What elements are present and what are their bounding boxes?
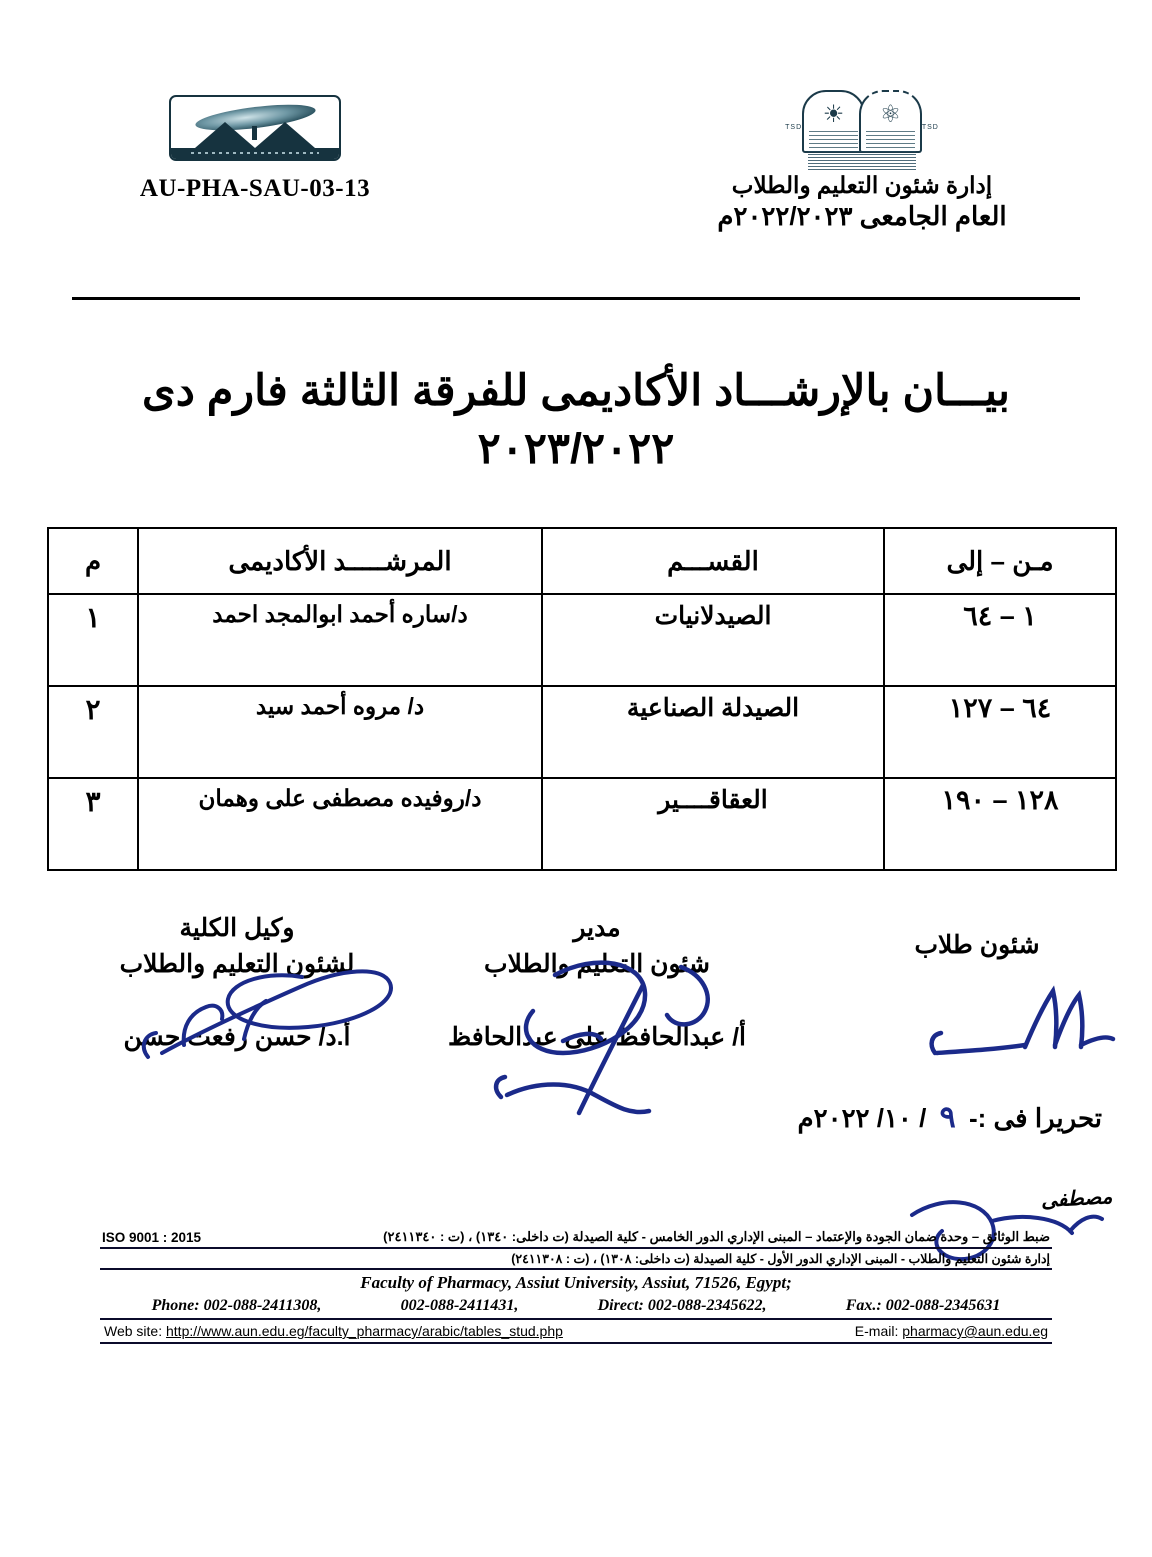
footer-fax: Fax.: 002-088-2345631	[845, 1297, 1001, 1314]
footer-email-address[interactable]: pharmacy@aun.edu.eg	[902, 1323, 1048, 1339]
academic-advising-table	[47, 527, 1117, 871]
page-title	[60, 362, 1092, 478]
header-divider	[72, 297, 1080, 300]
footer-email[interactable]	[855, 1323, 1048, 1339]
issue-date-rest: / ١٠/ ٢٠٢٢م	[797, 1103, 927, 1133]
cell-department: الصيدلة الصناعية	[542, 686, 884, 778]
cell-number: ١	[48, 594, 138, 686]
signature-role-line1: وكيل الكلية	[179, 914, 295, 942]
table-row	[48, 594, 1116, 686]
cell-range: ١ – ٦٤	[884, 594, 1116, 686]
cell-mentor: د/ساره أحمد ابوالمجد احمد	[138, 594, 542, 686]
cell-range: ١٢٨ – ١٩٠	[884, 778, 1116, 870]
footer-divider-2	[100, 1268, 1052, 1270]
footer-phone-direct: Direct: 002-088-2345622,	[597, 1297, 767, 1314]
cell-number: ٣	[48, 778, 138, 870]
footer-website-label: Web site:	[104, 1323, 163, 1339]
issue-date-day: ٩	[939, 1101, 956, 1134]
column-header-number: م	[48, 528, 138, 594]
footer-divider-1	[100, 1247, 1052, 1249]
academic-year: العام الجامعى ٢٠٢٢/٢٠٢٣م	[717, 201, 1007, 231]
page-title-year: ٢٠٢٣/٢٠٢٢	[477, 425, 675, 474]
page-header	[75, 95, 1077, 275]
cell-department: العقاقــــير	[542, 778, 884, 870]
header-left-block	[95, 95, 415, 203]
administration-title: إدارة شئون التعليم والطلاب	[731, 172, 993, 198]
signature-block	[60, 905, 1092, 1095]
footer-website-url[interactable]: http://www.aun.edu.eg/faculty_pharmacy/arabic/tables_stud.php	[166, 1323, 563, 1339]
faculty-of-pharmacy-logo-icon: TSD TSD ☀ ⚛	[801, 90, 923, 168]
signature-name: أ.د/ حسن رفعت حسن	[123, 1022, 351, 1051]
table-header	[48, 528, 1116, 594]
issue-date-label: تحريرا فى :-	[968, 1103, 1102, 1133]
column-header-department: القســـم	[542, 528, 884, 594]
signature-role-line2: لشئون التعليم والطلاب	[119, 950, 355, 979]
signature-vice-dean	[72, 910, 402, 1055]
footer-email-label: E-mail:	[854, 1323, 899, 1339]
page-footer	[100, 1228, 1052, 1345]
cell-mentor: د/روفيده مصطفى على وهمان	[138, 778, 542, 870]
header-right-block	[647, 90, 1077, 232]
footer-website[interactable]	[104, 1323, 563, 1339]
column-header-mentor: المرشـــــد الأكاديمى	[138, 528, 542, 594]
footer-links-row	[100, 1321, 1052, 1341]
footer-phone-1: Phone: 002-088-2411308,	[151, 1297, 322, 1314]
logo-side-text-left: TSD	[785, 124, 803, 132]
signature-role-line1: شئون طلاب	[914, 931, 1040, 959]
logo-side-text-right: TSD	[921, 124, 939, 132]
table-row	[48, 778, 1116, 870]
footer-divider-3	[100, 1318, 1052, 1320]
signature-role-line2: شئون التعليم والطلاب	[484, 950, 710, 979]
table-body	[48, 594, 1116, 870]
footer-quality-text: ضبط الوثائق – وحدة ضمان الجودة والإعتماد – المبنى الإداري الدور الخامس - كلية الصيدلة (ت داخلى: ١٣٤٠) ، (ت : ٢٤١١٣٤٠)	[383, 1229, 1050, 1244]
cell-range: ٦٤ – ١٢٧	[884, 686, 1116, 778]
footer-quality-line	[100, 1228, 1052, 1246]
cell-mentor: د/ مروه أحمد سيد	[138, 686, 542, 778]
column-header-range: مـن – إلى	[884, 528, 1116, 594]
footer-divider-4	[100, 1342, 1052, 1344]
signature-role-line1: مدير	[573, 914, 621, 942]
table-header-row	[48, 528, 1116, 594]
footer-faculty-address: Faculty of Pharmacy, Assiut University, Assiut, 71526, Egypt;	[360, 1273, 792, 1292]
page-title-main: بيـــان بالإرشـــاد الأكاديمى للفرقة الثالثة فارم دى	[142, 367, 1010, 415]
footer-administration-line	[100, 1250, 1052, 1267]
table-row	[48, 686, 1116, 778]
footer-phone-2: 002-088-2411431,	[400, 1297, 519, 1314]
footer-administration-text: إدارة شئون التعليم والطلاب - المبنى الإداري الدور الأول - كلية الصيدلة (ت داخلى: ١٣٠٨) ، (ت : ٢٤١١٣٠٨)	[511, 1252, 1050, 1266]
issue-date	[798, 1100, 1102, 1135]
handwritten-note: مصطفى	[1040, 1186, 1113, 1212]
assiut-university-logo-icon	[169, 95, 341, 161]
cell-department: الصيدلانيات	[542, 594, 884, 686]
signature-name: أ/ عبدالحافظ على عبدالحافظ	[448, 1022, 746, 1051]
footer-phone-numbers	[100, 1295, 1052, 1317]
cell-number: ٢	[48, 686, 138, 778]
signature-student-affairs	[862, 927, 1092, 963]
signature-education-director	[432, 910, 762, 1055]
footer-iso-badge: ISO 9001 : 2015	[102, 1229, 202, 1245]
document-code: AU-PHA-SAU-03-13	[139, 175, 371, 202]
